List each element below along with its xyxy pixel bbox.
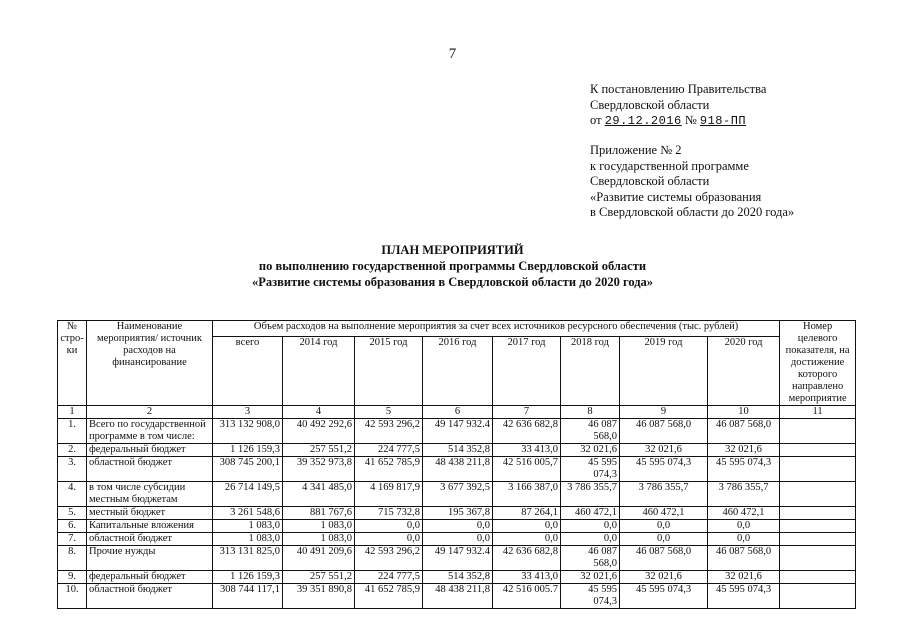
cell-target — [780, 507, 856, 520]
page-number: 7 — [448, 46, 457, 62]
column-number: 5 — [355, 406, 423, 419]
header-total: всего — [213, 337, 283, 406]
cell-2015: 42 593 296,2 — [355, 546, 423, 571]
cell-2018: 3 786 355,7 — [561, 482, 620, 507]
cell-total: 26 714 149,5 — [213, 482, 283, 507]
resolution-date: 29.12.2016 — [604, 114, 682, 128]
table-row — [58, 520, 856, 533]
cell-2019: 460 472,1 — [620, 507, 708, 520]
resolution-line-1: К постановлению Правительства — [590, 82, 767, 96]
row-number: 9. — [58, 571, 87, 584]
cell-target — [780, 419, 856, 444]
cell-2017: 42 636 682,8 — [493, 419, 561, 444]
cell-2020: 46 087 568,0 — [708, 419, 780, 444]
column-number-row — [58, 406, 856, 419]
row-number: 4. — [58, 482, 87, 507]
resolution-date-line — [590, 113, 766, 130]
cell-2018: 45 595 074,3 — [561, 457, 620, 482]
cell-2016: 48 438 211,8 — [423, 457, 493, 482]
title-line-3: «Развитие системы образования в Свердловской области до 2020 года» — [251, 275, 654, 289]
cell-2020: 45 595 074,3 — [708, 584, 780, 609]
header-name: Наименование мероприятия/ источник расходов на финансирование — [87, 321, 213, 406]
cell-target — [780, 482, 856, 507]
column-number: 4 — [283, 406, 355, 419]
header-2020: 2020 год — [708, 337, 780, 406]
cell-2015: 42 593 296,2 — [355, 419, 423, 444]
cell-2019: 46 087 568,0 — [620, 419, 708, 444]
cell-2019: 45 595 074,3 — [620, 584, 708, 609]
table-row — [58, 457, 856, 482]
cell-2020: 0,0 — [708, 520, 780, 533]
cell-total: 1 126 159,3 — [213, 444, 283, 457]
column-number: 8 — [561, 406, 620, 419]
table-row — [58, 419, 856, 444]
appendix-reference — [590, 143, 794, 221]
cell-2014: 39 351 890,8 — [283, 584, 355, 609]
cell-2020: 45 595 074,3 — [708, 457, 780, 482]
header-2014: 2014 год — [283, 337, 355, 406]
cell-2018: 46 087 568,0 — [561, 419, 620, 444]
cell-2015: 224 777,5 — [355, 444, 423, 457]
cell-2015: 41 652 785,9 — [355, 457, 423, 482]
cell-total: 313 132 908,0 — [213, 419, 283, 444]
cell-2019: 32 021,6 — [620, 571, 708, 584]
table-row — [58, 571, 856, 584]
row-number: 1. — [58, 419, 87, 444]
cell-2015: 41 652 785,9 — [355, 584, 423, 609]
cell-2014: 1 083,0 — [283, 520, 355, 533]
row-number: 2. — [58, 444, 87, 457]
cell-2020: 46 087 568,0 — [708, 546, 780, 571]
cell-target — [780, 546, 856, 571]
cell-2016: 48 438 211,8 — [423, 584, 493, 609]
cell-2018: 32 021,6 — [561, 571, 620, 584]
cell-2020: 0,0 — [708, 533, 780, 546]
cell-2017: 33 413,0 — [493, 444, 561, 457]
table-row — [58, 546, 856, 571]
cell-2018: 32 021,6 — [561, 444, 620, 457]
row-name: областной бюджет — [87, 584, 213, 609]
header-2015: 2015 год — [355, 337, 423, 406]
cell-2018: 46 087 568,0 — [561, 546, 620, 571]
cell-2017: 42 516 005.7 — [493, 584, 561, 609]
from-label: от — [590, 113, 602, 127]
title-line-2: по выполнению государственной программы Свердловской области — [258, 259, 647, 273]
header-row-number: № стро- ки — [58, 321, 87, 406]
header-2016: 2016 год — [423, 337, 493, 406]
cell-2015: 0,0 — [355, 520, 423, 533]
column-number: 7 — [493, 406, 561, 419]
cell-2020: 3 786 355,7 — [708, 482, 780, 507]
cell-2014: 257 551,2 — [283, 444, 355, 457]
row-name: в том числе субсидии местным бюджетам — [87, 482, 213, 507]
cell-2019: 46 087 568,0 — [620, 546, 708, 571]
row-number: 5. — [58, 507, 87, 520]
resolution-line-2: Свердловской области — [590, 97, 710, 112]
plan-table — [57, 320, 856, 609]
column-number: 11 — [780, 406, 856, 419]
cell-2019: 45 595 074,3 — [620, 457, 708, 482]
appendix-line-4: «Развитие системы образования — [590, 189, 762, 204]
appendix-line-2: к государственной программе — [590, 158, 749, 173]
cell-2019: 0,0 — [620, 520, 708, 533]
appendix-line-1: Приложение № 2 — [590, 143, 682, 157]
cell-2016: 0,0 — [423, 533, 493, 546]
row-name: Капитальные вложения — [87, 520, 213, 533]
title-line-1: ПЛАН МЕРОПРИЯТИЙ — [381, 243, 524, 257]
cell-2017: 87 264,1 — [493, 507, 561, 520]
cell-2016: 514 352,8 — [423, 571, 493, 584]
cell-2017: 42 516 005,7 — [493, 457, 561, 482]
header-2019: 2019 год — [620, 337, 708, 406]
cell-target — [780, 533, 856, 546]
number-label: № — [684, 113, 697, 127]
cell-2015: 224 777,5 — [355, 571, 423, 584]
cell-2017: 33 413,0 — [493, 571, 561, 584]
row-number: 6. — [58, 520, 87, 533]
row-number: 8. — [58, 546, 87, 571]
cell-2014: 4 341 485,0 — [283, 482, 355, 507]
column-number: 1 — [58, 406, 87, 419]
cell-2016: 514 352,8 — [423, 444, 493, 457]
cell-total: 1 126 159,3 — [213, 571, 283, 584]
document-title — [0, 242, 905, 290]
cell-2020: 32 021,6 — [708, 571, 780, 584]
cell-total: 1 083,0 — [213, 533, 283, 546]
appendix-line-5: в Свердловской области до 2020 года» — [590, 205, 795, 219]
cell-2020: 32 021,6 — [708, 444, 780, 457]
header-target: Номер целевого показателя, на достижение которого направлено мероприятие — [780, 321, 856, 406]
cell-2015: 0,0 — [355, 533, 423, 546]
table-row — [58, 584, 856, 609]
cell-2019: 0,0 — [620, 533, 708, 546]
row-name: Прочие нужды — [87, 546, 213, 571]
row-name: областной бюджет — [87, 457, 213, 482]
cell-2014: 257 551,2 — [283, 571, 355, 584]
cell-2019: 3 786 355,7 — [620, 482, 708, 507]
cell-2014: 881 767,6 — [283, 507, 355, 520]
cell-total: 308 744 117,1 — [213, 584, 283, 609]
header-volume: Объем расходов на выполнение мероприятия за счет всех источников ресурсного обеспечения (тыс. рублей) — [213, 321, 780, 337]
row-name: федеральный бюджет — [87, 571, 213, 584]
column-number: 2 — [87, 406, 213, 419]
cell-target — [780, 520, 856, 533]
cell-total: 308 745 200,1 — [213, 457, 283, 482]
cell-2015: 715 732,8 — [355, 507, 423, 520]
cell-2020: 460 472,1 — [708, 507, 780, 520]
header-2017: 2017 год — [493, 337, 561, 406]
cell-2014: 1 083,0 — [283, 533, 355, 546]
cell-total: 313 131 825,0 — [213, 546, 283, 571]
table-row — [58, 444, 856, 457]
plan-table-body — [58, 419, 856, 609]
column-number: 10 — [708, 406, 780, 419]
row-name: федеральный бюджет — [87, 444, 213, 457]
cell-2017: 0,0 — [493, 520, 561, 533]
column-number: 9 — [620, 406, 708, 419]
cell-2017: 0,0 — [493, 533, 561, 546]
cell-2016: 49 147 932.4 — [423, 419, 493, 444]
cell-2014: 40 491 209,6 — [283, 546, 355, 571]
row-number: 3. — [58, 457, 87, 482]
table-row — [58, 482, 856, 507]
cell-2018: 460 472,1 — [561, 507, 620, 520]
cell-2018: 45 595 074,3 — [561, 584, 620, 609]
row-name: областной бюджет — [87, 533, 213, 546]
cell-target — [780, 584, 856, 609]
appendix-line-3: Свердловской области — [590, 174, 710, 188]
cell-target — [780, 571, 856, 584]
cell-2017: 3 166 387,0 — [493, 482, 561, 507]
cell-target — [780, 444, 856, 457]
cell-2016: 195 367,8 — [423, 507, 493, 520]
cell-2016: 0,0 — [423, 520, 493, 533]
row-number: 10. — [58, 584, 87, 609]
column-number: 6 — [423, 406, 493, 419]
cell-2017: 42 636 682,8 — [493, 546, 561, 571]
cell-total: 1 083,0 — [213, 520, 283, 533]
cell-2014: 40 492 292,6 — [283, 419, 355, 444]
cell-2016: 3 677 392,5 — [423, 482, 493, 507]
row-name: Всего по государственной программе в том числе: — [87, 419, 213, 444]
cell-2019: 32 021,6 — [620, 444, 708, 457]
resolution-reference — [590, 82, 766, 130]
resolution-number: 918-ПП — [699, 114, 747, 128]
column-number: 3 — [213, 406, 283, 419]
cell-2015: 4 169 817,9 — [355, 482, 423, 507]
table-row — [58, 533, 856, 546]
cell-2016: 49 147 932.4 — [423, 546, 493, 571]
cell-2018: 0,0 — [561, 533, 620, 546]
cell-2014: 39 352 973,8 — [283, 457, 355, 482]
header-2018: 2018 год — [561, 337, 620, 406]
cell-target — [780, 457, 856, 482]
table-row — [58, 507, 856, 520]
row-number: 7. — [58, 533, 87, 546]
cell-total: 3 261 548,6 — [213, 507, 283, 520]
cell-2018: 0,0 — [561, 520, 620, 533]
row-name: местный бюджет — [87, 507, 213, 520]
